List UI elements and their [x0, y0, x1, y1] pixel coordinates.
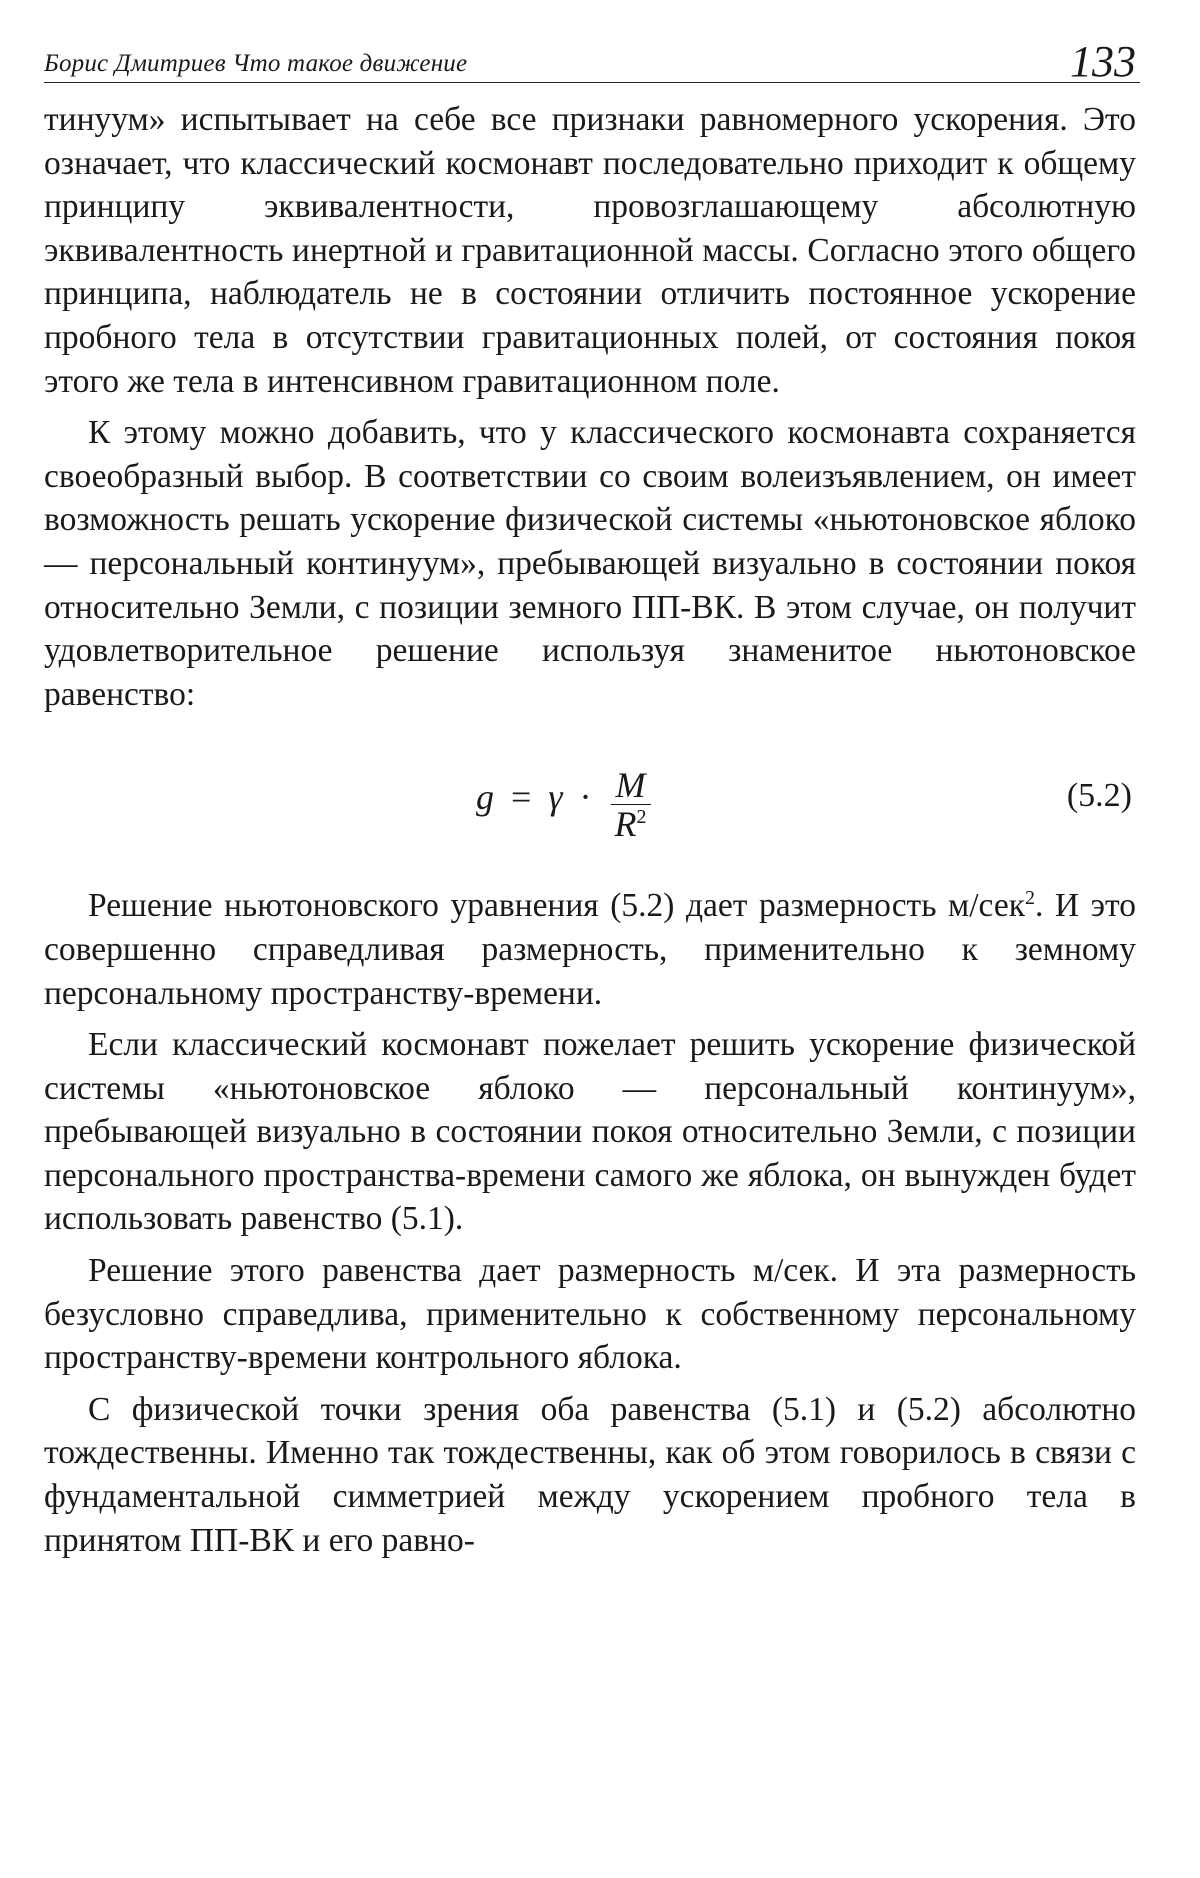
paragraph: Решение этого равенства дает размерность м/сек. И эта размерность безусловно справедлива, применительно к собственному персональному пространству-времени контрольного яблока. [44, 1252, 1136, 1377]
equation-number: (5.2) [1066, 777, 1132, 815]
formula-block [44, 726, 1136, 876]
unit-superscript: 2 [1024, 887, 1035, 910]
paragraph: С физической точки зрения оба равенства (5.1) и (5.2) абсолютно тождественны. Именно так тождественны, как об этом говорилось в связи с фундаментальной симметрией между ускорением пробного тела в принятом ПП-ВК и его равно- [44, 1390, 1136, 1559]
formula-lhs: g [476, 777, 494, 818]
formula-equals: = [511, 777, 532, 818]
formula-fraction [609, 766, 653, 843]
formula-denominator [609, 805, 653, 843]
paragraph [44, 884, 1136, 1015]
formula-denominator-base: R [614, 804, 637, 845]
formula-dot: · [579, 777, 592, 818]
paragraph-text: . И это совершенно справедливая размерность, применительно к земному персональному пространству-времени. [44, 887, 1136, 1012]
formula-numerator: M [615, 765, 646, 806]
paragraph-text: Решение ньютоновского уравнения (5.2) дает размерность м/сек [88, 887, 1025, 925]
running-header [44, 37, 1140, 86]
paragraph: Если классический космонавт пожелает решить ускорение физической системы «ньютоновское яблоко — персональный континуум», пребывающей визуально в состоянии покоя относительно Земли, с позиции персонального пространства-времени самого же яблока, он вынужден будет использовать равенство (5.1). [44, 1026, 1136, 1238]
formula-gamma: γ [548, 777, 563, 818]
paragraph: тинуум» испытывает на себе все признаки равномерного ускорения. Это означает, что классический космонавт последовательно приходит к общему принципу эквивалентности, провозглашающему абсолютную эквивалентность инертной и гравитационной массы. Согласно этого общего принципа, наблюдатель не в состоянии отличить постоянное ускорение пробного тела в отсутствии гравитационных полей, от состояния покоя этого же тела в интенсивном гравитационном поле. [44, 101, 1136, 400]
running-title: Борис Дмитриев Что такое движение [44, 50, 468, 77]
page-number: 133 [1070, 37, 1136, 86]
formula-denominator-power: 2 [636, 806, 647, 829]
body-text [44, 98, 1136, 1562]
paragraph: К этому можно добавить, что у классического космонавта сохраняется своеобразный выбор. В соответствии со своим волеизъявлением, он имеет возможность решать ускорение физической системы «ньютоновское яблоко — персональный континуум», пребывающей визуально в состоянии покоя относительно Земли, с позиции земного ПП-ВК. В этом случае, он получит удовлетворительное решение используя знаменитое ньютоновское равенство: [44, 414, 1136, 713]
equation-5-2 [476, 762, 653, 845]
